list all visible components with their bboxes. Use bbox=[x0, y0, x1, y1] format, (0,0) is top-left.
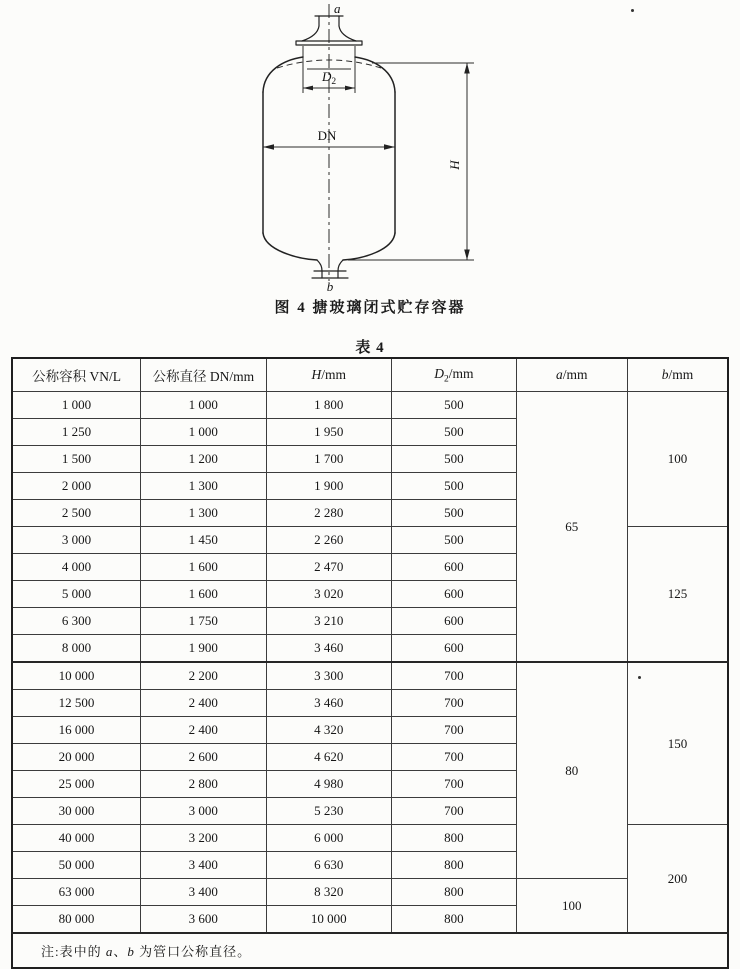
table-cell: 16 000 bbox=[12, 717, 141, 744]
merged-cell-a: 65 bbox=[516, 392, 627, 663]
table-cell: 700 bbox=[392, 744, 517, 771]
merged-cell-b: 200 bbox=[628, 825, 728, 934]
table-row bbox=[12, 662, 728, 690]
table-cell: 3 400 bbox=[141, 852, 267, 879]
table-cell: 600 bbox=[392, 635, 517, 663]
table-cell: 3 600 bbox=[141, 906, 267, 934]
merged-cell-a: 80 bbox=[516, 662, 627, 879]
table-cell: 1 900 bbox=[141, 635, 267, 663]
table-cell: 20 000 bbox=[12, 744, 141, 771]
merged-cell-a: 100 bbox=[516, 879, 627, 934]
table-cell: 700 bbox=[392, 717, 517, 744]
table-cell: 2 600 bbox=[141, 744, 267, 771]
table-cell: 1 950 bbox=[266, 419, 392, 446]
column-header-h: H/mm bbox=[266, 358, 392, 392]
note-row bbox=[12, 933, 728, 968]
table-cell: 700 bbox=[392, 662, 517, 690]
table-cell: 1 900 bbox=[266, 473, 392, 500]
table-cell: 5 000 bbox=[12, 581, 141, 608]
table-cell: 1 000 bbox=[141, 419, 267, 446]
column-header-volume: 公称容积 VN/L bbox=[12, 358, 141, 392]
table-cell: 1 300 bbox=[141, 473, 267, 500]
merged-cell-b: 150 bbox=[628, 662, 728, 825]
scan-speck bbox=[631, 9, 634, 12]
table-4 bbox=[11, 357, 729, 969]
table-row bbox=[12, 392, 728, 419]
table-cell: 2 800 bbox=[141, 771, 267, 798]
table-cell: 3 460 bbox=[266, 635, 392, 663]
column-header-b: b/mm bbox=[628, 358, 728, 392]
table-cell: 3 000 bbox=[12, 527, 141, 554]
dim-dn bbox=[263, 128, 395, 150]
table-cell: 1 800 bbox=[266, 392, 392, 419]
table-footer bbox=[12, 933, 728, 968]
table-cell: 1 300 bbox=[141, 500, 267, 527]
label-h: H bbox=[447, 160, 462, 170]
label-d2: $D_2$ bbox=[322, 69, 337, 87]
table-cell: 500 bbox=[392, 419, 517, 446]
table-cell: 1 000 bbox=[12, 392, 141, 419]
table-note: 注:表中的 a、b 为管口公称直径。 bbox=[12, 933, 728, 968]
table-cell: 2 280 bbox=[266, 500, 392, 527]
table-cell: 6 630 bbox=[266, 852, 392, 879]
column-header-a: a/mm bbox=[516, 358, 627, 392]
table-cell: 2 470 bbox=[266, 554, 392, 581]
vessel-technical-drawing bbox=[0, 0, 740, 296]
merged-cell-b: 125 bbox=[628, 527, 728, 663]
table-cell: 800 bbox=[392, 825, 517, 852]
table-cell: 700 bbox=[392, 771, 517, 798]
table-header bbox=[12, 358, 728, 392]
merged-cell-b: 100 bbox=[628, 392, 728, 527]
table-cell: 30 000 bbox=[12, 798, 141, 825]
table-cell: 500 bbox=[392, 527, 517, 554]
table-cell: 1 500 bbox=[12, 446, 141, 473]
table-cell: 700 bbox=[392, 798, 517, 825]
label-nozzle-b: b bbox=[326, 279, 334, 294]
table-cell: 2 200 bbox=[141, 662, 267, 690]
table-cell: 10 000 bbox=[266, 906, 392, 934]
table-cell: 12 500 bbox=[12, 690, 141, 717]
table-cell: 500 bbox=[392, 446, 517, 473]
table-cell: 4 000 bbox=[12, 554, 141, 581]
table-cell: 3 020 bbox=[266, 581, 392, 608]
table-cell: 2 400 bbox=[141, 717, 267, 744]
table-cell: 8 000 bbox=[12, 635, 141, 663]
table-cell: 1 250 bbox=[12, 419, 141, 446]
table-row bbox=[12, 879, 728, 906]
table-cell: 1 700 bbox=[266, 446, 392, 473]
bottom-nozzle bbox=[312, 260, 348, 278]
table-cell: 2 260 bbox=[266, 527, 392, 554]
table-cell: 3 460 bbox=[266, 690, 392, 717]
table-cell: 3 300 bbox=[266, 662, 392, 690]
table-cell: 4 320 bbox=[266, 717, 392, 744]
table-cell: 3 400 bbox=[141, 879, 267, 906]
table-cell: 8 320 bbox=[266, 879, 392, 906]
table-cell: 800 bbox=[392, 852, 517, 879]
table-body bbox=[12, 392, 728, 934]
table-cell: 50 000 bbox=[12, 852, 141, 879]
dim-h bbox=[348, 63, 474, 260]
table-cell: 2 500 bbox=[12, 500, 141, 527]
column-header-d2: $D_2/mm$ bbox=[392, 358, 517, 392]
table-cell: 4 980 bbox=[266, 771, 392, 798]
table-cell: 600 bbox=[392, 554, 517, 581]
table-cell: 1 600 bbox=[141, 581, 267, 608]
label-nozzle-a: a bbox=[334, 1, 341, 16]
table-cell: 3 200 bbox=[141, 825, 267, 852]
table-cell: 800 bbox=[392, 879, 517, 906]
table-cell: 6 300 bbox=[12, 608, 141, 635]
table-cell: 25 000 bbox=[12, 771, 141, 798]
table-cell: 4 620 bbox=[266, 744, 392, 771]
table-cell: 500 bbox=[392, 473, 517, 500]
table-cell: 1 200 bbox=[141, 446, 267, 473]
table-cell: 600 bbox=[392, 581, 517, 608]
table-cell: 3 000 bbox=[141, 798, 267, 825]
table-cell: 2 000 bbox=[12, 473, 141, 500]
table-caption: 表 4 bbox=[355, 340, 385, 356]
table-cell: 1 750 bbox=[141, 608, 267, 635]
table-cell: 800 bbox=[392, 906, 517, 934]
table-cell: 500 bbox=[392, 500, 517, 527]
table-cell: 6 000 bbox=[266, 825, 392, 852]
table-cell: 3 210 bbox=[266, 608, 392, 635]
figure-caption: 图 4 搪玻璃闭式贮存容器 bbox=[274, 300, 466, 316]
table-cell: 10 000 bbox=[12, 662, 141, 690]
table-cell: 1 450 bbox=[141, 527, 267, 554]
table-cell: 1 600 bbox=[141, 554, 267, 581]
table-cell: 63 000 bbox=[12, 879, 141, 906]
table-cell: 40 000 bbox=[12, 825, 141, 852]
table-cell: 700 bbox=[392, 690, 517, 717]
table-cell: 80 000 bbox=[12, 906, 141, 934]
table-cell: 2 400 bbox=[141, 690, 267, 717]
table-cell: 500 bbox=[392, 392, 517, 419]
label-dn: DN bbox=[317, 128, 337, 143]
table-cell: 600 bbox=[392, 608, 517, 635]
table-cell: 5 230 bbox=[266, 798, 392, 825]
column-header-dn: 公称直径 DN/mm bbox=[141, 358, 267, 392]
table-cell: 1 000 bbox=[141, 392, 267, 419]
